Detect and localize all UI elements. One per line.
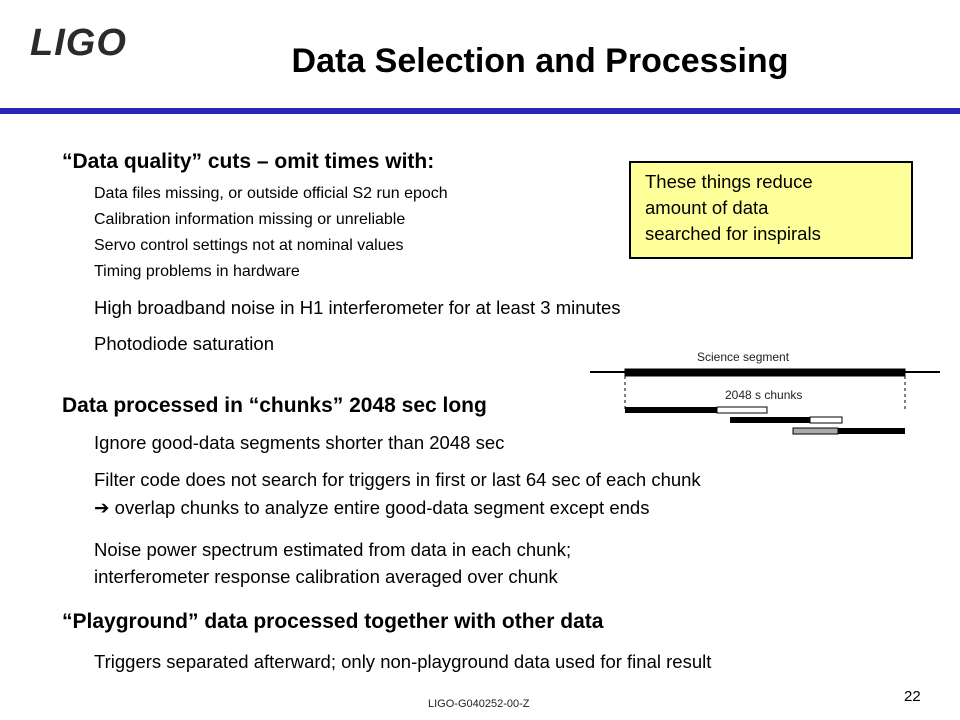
note-line: These things reduce [645,171,813,192]
title-divider [0,108,960,114]
science-segment-label: Science segment [697,350,790,364]
bullet-item: interferometer response calibration averaged over chunk [94,566,558,587]
bullet-item: Calibration information missing or unreliable [94,211,406,228]
section-heading-data-quality: “Data quality” cuts – omit times with: [62,150,435,173]
bullet-item: High broadband noise in H1 interferometer for at least 3 minutes [94,297,621,318]
bullet-text: overlap chunks to analyze entire good-data segment except ends [114,497,650,518]
document-id-footer: LIGO-G040252-00-Z [428,698,530,710]
note-line: amount of data [645,197,769,218]
bullet-item: Ignore good-data segments shorter than 2048 sec [94,432,505,453]
science-segment-bar [625,369,905,376]
page-number: 22 [904,688,921,705]
chunk-bar-1 [625,407,717,413]
chunk-bar-3-overlap [793,428,838,434]
bullet-item: Filter code does not search for triggers in first or last 64 sec of each chunk [94,469,701,490]
note-line: searched for inspirals [645,223,821,244]
slide-title: Data Selection and Processing [291,42,789,80]
bullet-item: Data files missing, or outside official S2 run epoch [94,185,448,202]
chunks-label: 2048 s chunks [725,388,803,402]
section-heading-playground: “Playground” data processed together with other data [62,610,604,633]
bullet-item: Noise power spectrum estimated from data in each chunk; [94,539,572,560]
bullet-item: Servo control settings not at nominal values [94,237,404,254]
bullet-item: Timing problems in hardware [94,263,300,280]
note-callout [629,161,913,259]
chunk-bar-1-overlap [717,407,767,413]
bullet-item: Triggers separated afterward; only non-playground data used for final result [94,651,712,672]
bullet-item-with-arrow [94,497,649,519]
section-heading-chunks: Data processed in “chunks” 2048 sec long [62,394,487,417]
bullet-item: Photodiode saturation [94,333,274,354]
ligo-logo: LIGO [30,22,127,64]
right-arrow-icon: ➔ [94,497,110,518]
chunk-bar-2-overlap [810,417,842,423]
chunk-diagram [585,340,945,440]
chunk-bar-2 [730,417,810,423]
chunk-bar-3 [838,428,905,434]
